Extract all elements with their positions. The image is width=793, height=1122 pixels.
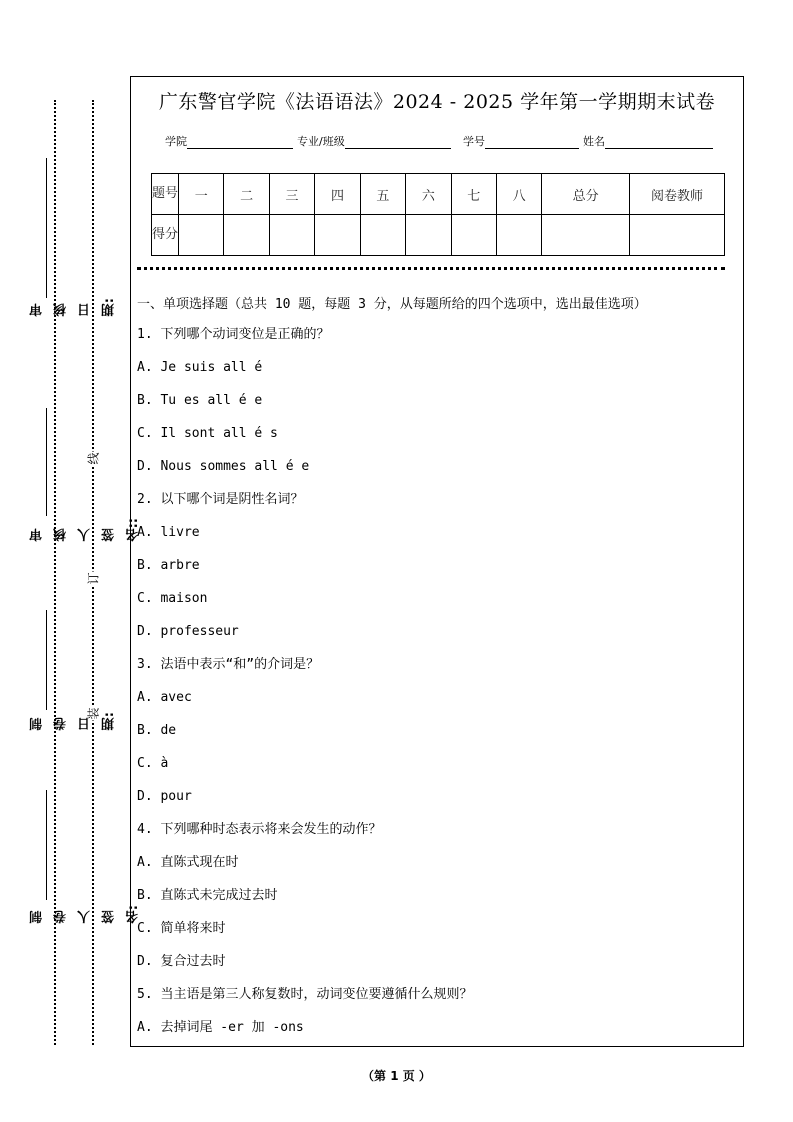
student-no-blank[interactable] xyxy=(485,136,579,149)
major-label: 专业/班级 xyxy=(297,135,345,148)
q2-header: 二 xyxy=(224,174,269,215)
question-3-stem: 3. 法语中表示“和”的介词是？ xyxy=(137,657,320,672)
question-1-option-d: D. Nous sommes all é e xyxy=(137,459,310,474)
question-4-option-c: C. 简单将来时 xyxy=(137,921,226,936)
question-2-option-a: A. livre xyxy=(137,525,200,540)
reviewer-signature-line xyxy=(46,408,47,516)
college-field[interactable] xyxy=(165,133,293,149)
q6-header: 六 xyxy=(406,174,451,215)
question-1-stem: 1. 下列哪个动词变位是正确的？ xyxy=(137,327,330,342)
total-score-header: 总分 xyxy=(542,174,630,215)
question-4-option-b: B. 直陈式未完成过去时 xyxy=(137,888,278,903)
score-table-score-row xyxy=(152,215,725,256)
binding-dotted-line-outer xyxy=(54,100,56,1045)
q5-header: 五 xyxy=(360,174,405,215)
paper-date-label: 制卷日期: xyxy=(30,712,117,731)
student-info-row xyxy=(165,133,725,151)
student-no-label: 学号 xyxy=(463,135,485,148)
question-2-option-c: C. maison xyxy=(137,591,208,606)
question-5-stem: 5. 当主语是第三人称复数时，动词变位要遵循什么规则？ xyxy=(137,987,473,1002)
major-field[interactable] xyxy=(297,133,451,149)
student-no-field[interactable] xyxy=(463,133,579,149)
name-label: 姓名 xyxy=(583,135,605,148)
question-list xyxy=(137,325,737,1051)
question-2-option-b: B. arbre xyxy=(137,558,200,573)
question-3-option-b: B. de xyxy=(137,723,177,738)
review-date-label: 审核日期: xyxy=(30,298,117,317)
question-4-stem: 4. 下列哪种时态表示将来会发生的动作？ xyxy=(137,822,382,837)
binding-mark-ding: 订 xyxy=(86,572,101,585)
question-2-stem: 2. 以下哪个词是阴性名词？ xyxy=(137,492,304,507)
question-3-option-a: A. avec xyxy=(137,690,192,705)
q5-score-cell[interactable] xyxy=(360,215,405,256)
q8-header: 八 xyxy=(496,174,541,215)
page-footer: （第 1 页 ） xyxy=(362,1069,431,1083)
name-blank[interactable] xyxy=(605,136,713,149)
question-5-option-a: A. 去掉词尾 -er 加 -ons xyxy=(137,1020,304,1035)
q1-header: 一 xyxy=(179,174,224,215)
binding-mark-xian: 线 xyxy=(86,452,101,465)
question-no-header: 题号 xyxy=(152,174,179,215)
q2-score-cell[interactable] xyxy=(224,215,269,256)
reviewer-signature-label: 审核人签名:: xyxy=(30,518,141,542)
question-1-option-c: C. Il sont all é s xyxy=(137,426,278,441)
q4-score-cell[interactable] xyxy=(315,215,360,256)
exam-sheet xyxy=(130,76,744,1047)
major-blank[interactable] xyxy=(345,136,451,149)
q4-header: 四 xyxy=(315,174,360,215)
score-table-header-row xyxy=(152,174,725,215)
grader-cell[interactable] xyxy=(630,215,725,256)
q1-score-cell[interactable] xyxy=(179,215,224,256)
reviewer-fields xyxy=(26,100,141,1045)
review-date-line xyxy=(46,158,47,298)
q6-score-cell[interactable] xyxy=(406,215,451,256)
total-score-cell[interactable] xyxy=(542,215,630,256)
q7-header: 七 xyxy=(451,174,496,215)
section-separator xyxy=(137,267,725,270)
score-table xyxy=(151,173,725,256)
college-label: 学院 xyxy=(165,135,187,148)
question-4-option-a: A. 直陈式现在时 xyxy=(137,855,239,870)
question-2-option-d: D. professeur xyxy=(137,624,239,639)
q7-score-cell[interactable] xyxy=(451,215,496,256)
grader-header: 阅卷教师 xyxy=(630,174,725,215)
question-3-option-c: C. à xyxy=(137,756,169,771)
q3-score-cell[interactable] xyxy=(269,215,314,256)
college-blank[interactable] xyxy=(187,136,293,149)
binding-marks xyxy=(86,100,100,1045)
name-field[interactable] xyxy=(583,133,713,149)
question-4-option-d: D. 复合过去时 xyxy=(137,954,226,969)
question-3-option-d: D. pour xyxy=(137,789,192,804)
binding-mark-zhuang: 装 xyxy=(86,707,101,720)
q8-score-cell[interactable] xyxy=(496,215,541,256)
paper-maker-signature-line xyxy=(46,790,47,900)
section-title: 一、单项选择题（总共 10 题，每题 3 分，从每题所给的四个选项中，选出最佳选项） xyxy=(137,297,647,312)
question-1-option-a: A. Je suis all é xyxy=(137,360,263,375)
score-row-label: 得分 xyxy=(152,215,179,256)
q3-header: 三 xyxy=(269,174,314,215)
exam-title: 广东警官学院《法语语法》2024 - 2025 学年第一学期期末试卷 xyxy=(158,91,716,113)
paper-maker-signature-label: 制卷人签名: xyxy=(30,905,141,924)
paper-date-line xyxy=(46,610,47,710)
question-1-option-b: B. Tu es all é e xyxy=(137,393,263,408)
